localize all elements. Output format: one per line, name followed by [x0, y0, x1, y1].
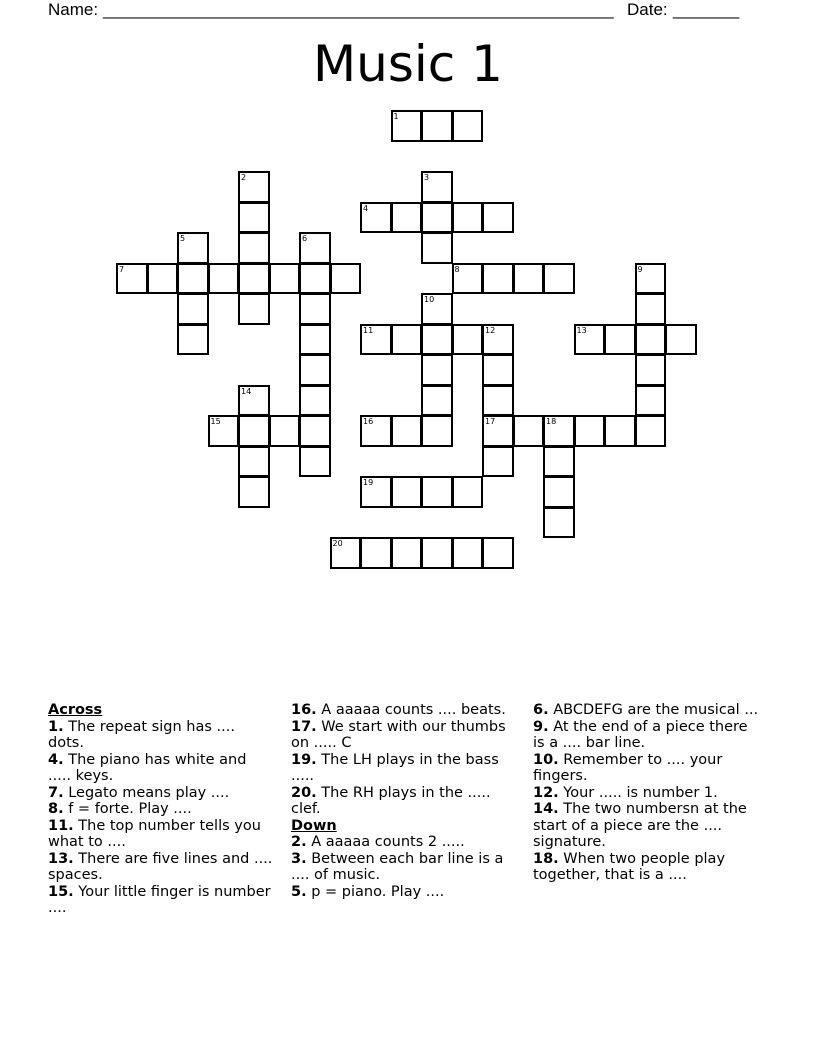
clue-down: 9. At the end of a piece there is a .... bar line. — [533, 718, 748, 751]
name-label: Name: — [48, 0, 99, 19]
cell-number: 20 — [332, 539, 343, 548]
clue-down: 14. The two numbersn at the start of a piece are the .... signature. — [533, 801, 747, 850]
grid-cell[interactable] — [299, 385, 331, 417]
grid-cell[interactable] — [421, 354, 453, 386]
date-label: Date: — [627, 0, 668, 19]
cell-number: 5 — [180, 234, 186, 243]
grid-cell[interactable] — [452, 263, 484, 295]
grid-cell[interactable] — [269, 415, 301, 447]
grid-cell[interactable] — [360, 415, 392, 447]
cell-number: 11 — [363, 325, 374, 335]
grid-cell[interactable] — [238, 171, 270, 203]
cell-number: 7 — [119, 264, 125, 274]
grid-cell[interactable] — [421, 293, 453, 325]
grid-cell[interactable] — [299, 263, 331, 295]
grid-cell[interactable] — [391, 324, 423, 356]
cell-number: 9 — [637, 264, 643, 274]
grid-cell[interactable] — [635, 354, 667, 386]
grid-cell[interactable] — [360, 537, 392, 569]
clues-column-3 — [533, 702, 763, 884]
clue-across: 1. The repeat sign has .... dots. — [48, 718, 235, 751]
cell-number: 3 — [424, 173, 430, 182]
grid-cell[interactable] — [238, 476, 270, 508]
name-line[interactable]: ______________________________________________________ — [103, 0, 614, 19]
clue-across: 15. Your little finger is number .... — [48, 883, 271, 916]
grid-cell[interactable] — [513, 415, 545, 447]
grid-cell[interactable] — [299, 324, 331, 356]
grid-cell[interactable] — [360, 324, 392, 356]
grid-cell[interactable] — [238, 232, 270, 264]
grid-cell[interactable] — [299, 293, 331, 325]
grid-cell[interactable] — [452, 110, 484, 142]
grid-cell[interactable] — [421, 476, 453, 508]
cell-number: 6 — [302, 234, 308, 243]
grid-cell[interactable] — [543, 446, 575, 478]
grid-cell[interactable] — [665, 324, 697, 356]
grid-cell[interactable] — [360, 476, 392, 508]
grid-cell[interactable] — [330, 537, 362, 569]
grid-cell[interactable] — [635, 415, 667, 447]
grid-cell[interactable] — [238, 446, 270, 478]
cell-number: 19 — [363, 478, 374, 487]
grid-cell[interactable] — [238, 385, 270, 417]
grid-cell[interactable] — [482, 263, 514, 295]
grid-cell[interactable] — [482, 415, 514, 447]
grid-cell[interactable] — [299, 354, 331, 386]
grid-cell[interactable] — [421, 537, 453, 569]
across-heading: Across — [48, 702, 103, 718]
grid-cell[interactable] — [147, 263, 179, 295]
grid-cell[interactable] — [574, 415, 606, 447]
grid-cell[interactable] — [604, 324, 636, 356]
cell-number: 4 — [363, 203, 369, 213]
grid-cell[interactable] — [299, 415, 331, 447]
grid-cell[interactable] — [482, 354, 514, 386]
clues-column-1 — [48, 702, 274, 917]
grid-cell[interactable] — [177, 293, 209, 325]
grid-cell[interactable] — [238, 202, 270, 234]
down-heading: Down — [291, 817, 337, 834]
clue-across: 19. The LH plays in the bass ..... — [291, 751, 499, 784]
grid-cell[interactable] — [238, 263, 270, 295]
clue-down: 2. A aaaaa counts 2 ..... — [291, 834, 465, 850]
cell-number: 13 — [576, 325, 587, 335]
clue-down: 18. When two people play together, that is a .... — [533, 850, 726, 883]
grid-cell[interactable] — [391, 110, 423, 142]
grid-cell[interactable] — [391, 476, 423, 508]
grid-cell[interactable] — [482, 446, 514, 478]
clue-down: 5. p = piano. Play .... — [291, 883, 445, 900]
clue-down: 6. ABCDEFG are the musical ... — [533, 702, 759, 718]
grid-cell[interactable] — [452, 537, 484, 569]
grid-cell[interactable] — [543, 263, 575, 295]
grid-cell[interactable] — [208, 415, 240, 447]
cell-number: 17 — [485, 417, 496, 426]
clue-down: 12. Your ..... is number 1. — [533, 784, 718, 801]
clues-column-2 — [291, 702, 523, 900]
grid-cell[interactable] — [482, 324, 514, 356]
grid-cell[interactable] — [177, 324, 209, 356]
grid-cell[interactable] — [177, 263, 209, 295]
cell-number: 14 — [241, 386, 252, 396]
grid-cell[interactable] — [269, 263, 301, 295]
grid-cell[interactable] — [482, 202, 514, 234]
grid-cell[interactable] — [238, 293, 270, 325]
page-title: Music 1 — [313, 35, 503, 93]
grid-cell[interactable] — [452, 324, 484, 356]
grid-cell[interactable] — [635, 293, 667, 325]
grid-cell[interactable] — [604, 415, 636, 447]
grid-cell[interactable] — [421, 202, 453, 234]
grid-cell[interactable] — [513, 263, 545, 295]
grid-cell[interactable] — [238, 415, 270, 447]
grid-cell[interactable] — [635, 263, 667, 295]
clue-down: 10. Remember to .... your fingers. — [533, 751, 723, 784]
clue-across: 17. We start with our thumbs on ..... C — [291, 718, 506, 751]
grid-cell[interactable] — [421, 171, 453, 203]
cell-number: 12 — [485, 325, 496, 335]
cell-number: 15 — [210, 417, 221, 426]
clue-across: 20. The RH plays in the ..... clef. — [291, 784, 491, 817]
grid-cell[interactable] — [543, 476, 575, 508]
cell-number: 2 — [241, 173, 247, 182]
grid-cell[interactable] — [482, 537, 514, 569]
grid-cell[interactable] — [574, 324, 606, 356]
grid-cell[interactable] — [421, 385, 453, 417]
grid-cell[interactable] — [452, 476, 484, 508]
cell-number: 1 — [393, 112, 399, 121]
cell-number: 10 — [424, 295, 435, 304]
clue-across: 13. There are five lines and .... spaces. — [48, 850, 273, 883]
grid-cell[interactable] — [421, 232, 453, 264]
grid-cell[interactable] — [391, 202, 423, 234]
grid-cell[interactable] — [330, 263, 362, 295]
cell-number: 8 — [454, 264, 460, 274]
grid-cell[interactable] — [635, 385, 667, 417]
cell-number: 18 — [546, 417, 557, 426]
grid-cell[interactable] — [452, 202, 484, 234]
clue-across: 16. A aaaaa counts .... beats. — [291, 702, 506, 718]
grid-cell[interactable] — [391, 537, 423, 569]
grid-cell[interactable] — [177, 232, 209, 264]
grid-cell[interactable] — [116, 263, 148, 295]
grid-cell[interactable] — [635, 324, 667, 356]
clue-across: 11. The top number tells you what to .... — [48, 817, 261, 850]
grid-cell[interactable] — [299, 232, 331, 264]
grid-cell[interactable] — [482, 385, 514, 417]
clue-across: 4. The piano has white and ..... keys. — [48, 751, 247, 784]
cell-number: 16 — [363, 417, 374, 426]
clue-down: 3. Between each bar line is a .... of music. — [291, 850, 504, 883]
grid-cell[interactable] — [360, 202, 392, 234]
date-line[interactable]: _______ — [673, 0, 740, 19]
grid-cell[interactable] — [543, 415, 575, 447]
clue-across: 7. Legato means play .... — [48, 784, 230, 801]
grid-cell[interactable] — [421, 415, 453, 447]
grid-cell[interactable] — [391, 415, 423, 447]
grid-cell[interactable] — [421, 324, 453, 356]
clue-across: 8. f = forte. Play .... — [48, 801, 192, 817]
grid-cell[interactable] — [421, 110, 453, 142]
grid-cell[interactable] — [299, 446, 331, 478]
grid-cell[interactable] — [208, 263, 240, 295]
grid-cell[interactable] — [543, 507, 575, 539]
